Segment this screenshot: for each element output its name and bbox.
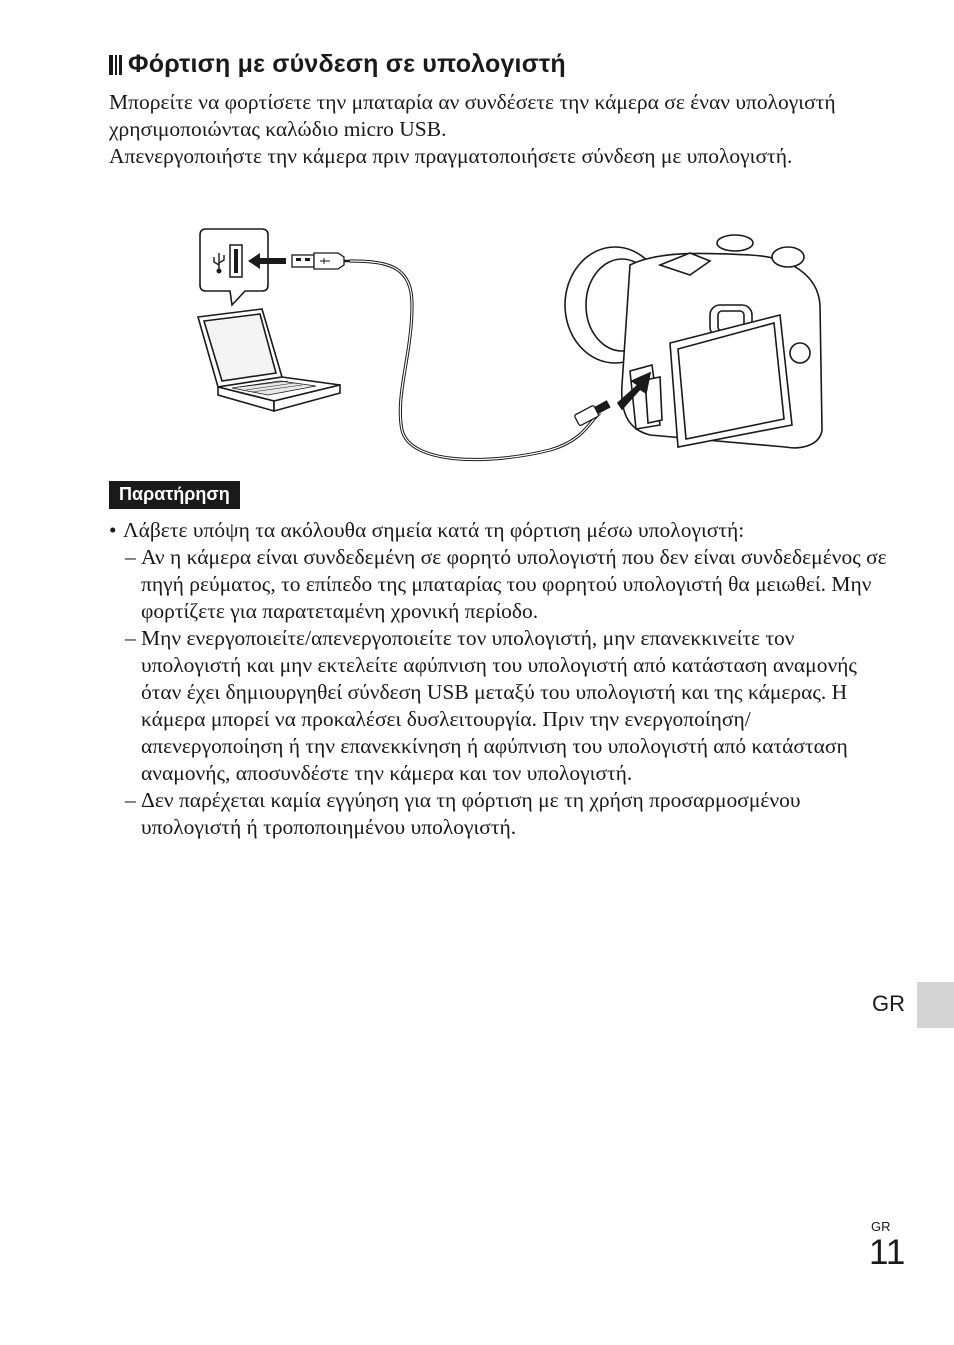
language-side-tab (917, 982, 954, 1028)
note-label: Παρατήρηση (109, 481, 240, 509)
intro-paragraph: Μπορείτε να φορτίσετε την μπαταρία αν συνδέσετε την κάμερα σε έναν υπολογιστή χρησιμοποιώντας καλώδιο micro USB. (109, 90, 836, 141)
language-tab-label: GR (872, 991, 905, 1016)
usb-plug-icon (292, 253, 350, 269)
connection-illustration (190, 225, 830, 475)
heading-marker-icon (109, 55, 122, 75)
note-item (109, 625, 889, 787)
page-region-label: GR (871, 1219, 891, 1234)
note-item (109, 544, 889, 625)
note-item-text: Δεν παρέχεται καμία εγγύηση για τη φόρτιση με τη χρήση προσαρμοσμένου υπολογιστή ή τροποποιημένου υπολογιστή. (141, 788, 801, 839)
connection-diagram (190, 225, 830, 475)
bullet-icon: • (109, 518, 117, 542)
page-number: 11 (869, 1233, 906, 1272)
note-item-text: Αν η κάμερα είναι συνδεδεμένη σε φορητό υπολογιστή που δεν είναι συνδεδεμένος σε πηγή ρεύματος, το επίπεδο της μπαταρίας του φορητού υπολογιστή θα μειωθεί. Μην φορτίζετε για παρατεταμένη χρονική περίοδο. (141, 545, 887, 623)
usb-port-callout (200, 229, 286, 305)
note-bullet-text: Λάβετε υπόψη τα ακόλουθα σημεία κατά τη φόρτιση μέσω υπολογιστή: (123, 518, 745, 542)
notes-list (109, 517, 889, 841)
dash-icon: – (125, 626, 136, 650)
laptop-icon (198, 309, 340, 411)
note-item (109, 787, 889, 841)
section-title: Φόρτιση με σύνδεση σε υπολογιστή (128, 50, 566, 78)
section-heading (109, 50, 566, 79)
note-bullet (109, 517, 889, 544)
camera-icon (565, 235, 822, 448)
dash-icon: – (125, 788, 136, 812)
dash-icon: – (125, 545, 136, 569)
usb-cable-icon (350, 261, 600, 460)
intro-text (109, 89, 879, 170)
intro-paragraph: Απενεργοποιήστε την κάμερα πριν πραγματοποιήσετε σύνδεση με υπολογιστή. (109, 144, 793, 168)
usb-port-icon (230, 245, 242, 277)
note-item-text: Μην ενεργοποιείτε/απενεργοποιείτε τον υπολογιστή, μην επανεκκινείτε τον υπολογιστή και μην εκτελείτε αφύπνιση του υπολογιστή από κατάσταση αναμονής όταν έχει δημιουργηθεί σύνδεση USB μεταξύ του υπολογιστή και της κάμερας. Η κάμερα μπορεί να προκαλέσει δυσλειτουργία. Πριν την ενεργοποίηση/απενεργοποίηση ή την επανεκκίνηση ή αφύπνιση του υπολογιστή από κατάσταση αναμονής, αποσυνδέστε την κάμερα και τον υπολογιστή. (141, 626, 857, 785)
